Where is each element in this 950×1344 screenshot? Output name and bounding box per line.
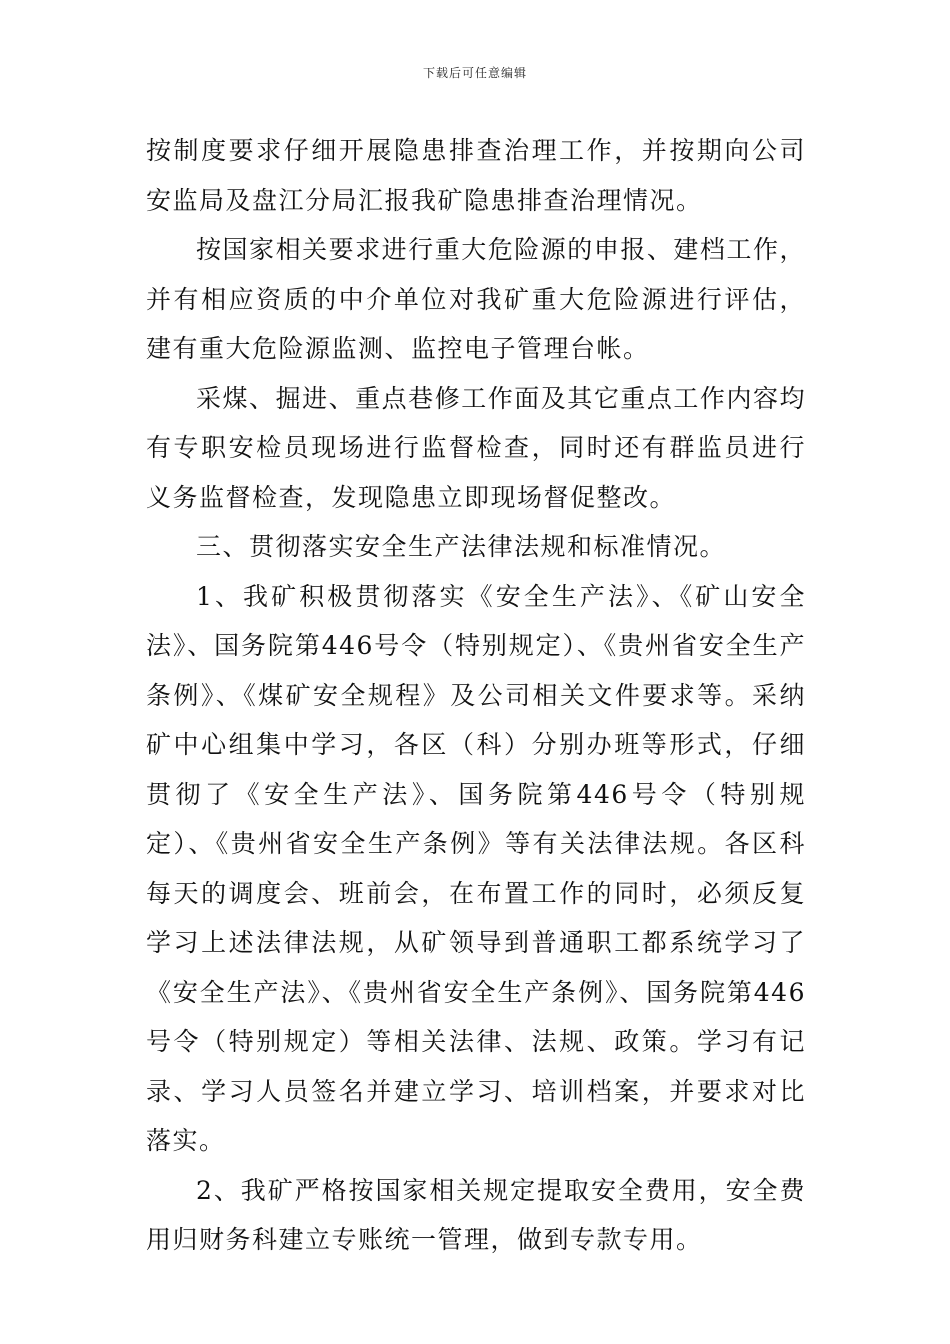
paragraph: 按国家相关要求进行重大危险源的申报、建档工作，并有相应资质的中介单位对我矿重大危险源进行评估，建有重大危险源监测、监控电子管理台帐。: [146, 235, 806, 363]
document-body: [146, 126, 806, 1265]
section-heading: 三、贯彻落实安全生产法律法规和标准情况。: [196, 532, 727, 561]
paragraph: 1、我矿积极贯彻落实《安全生产法》、《矿山安全法》、国务院第446号令（特别规定）、《贵州省安全生产条例》、《煤矿安全规程》及公司相关文件要求等。采纳矿中心组集中学习，各区（科）分别办班等形式，仔细贯彻了《安全生产法》、国务院第446号令（特别规定）、《贵州省安全生产条例》等有关法律法规。各区科每天的调度会、班前会，在布置工作的同时，必须反复学习上述法律法规，从矿领导到普通职工都系统学习了《安全生产法》、《贵州省安全生产条例》、国务院第446号令（特别规定）等相关法律、法规、政策。学习有记录、学习人员签名并建立学习、培训档案，并要求对比落实。: [146, 581, 806, 1155]
page-header: 下载后可任意编辑: [422, 66, 527, 80]
paragraph: 2、我矿严格按国家相关规定提取安全费用，安全费用归财务科建立专账统一管理，做到专款专用。: [146, 1175, 806, 1254]
paragraph: 采煤、掘进、重点巷修工作面及其它重点工作内容均有专职安检员现场进行监督检查，同时还有群监员进行义务监督检查，发现隐患立即现场督促整改。: [146, 383, 806, 512]
paragraph: 按制度要求仔细开展隐患排查治理工作，并按期向公司安监局及盘江分局汇报我矿隐患排查治理情况。: [146, 136, 806, 215]
